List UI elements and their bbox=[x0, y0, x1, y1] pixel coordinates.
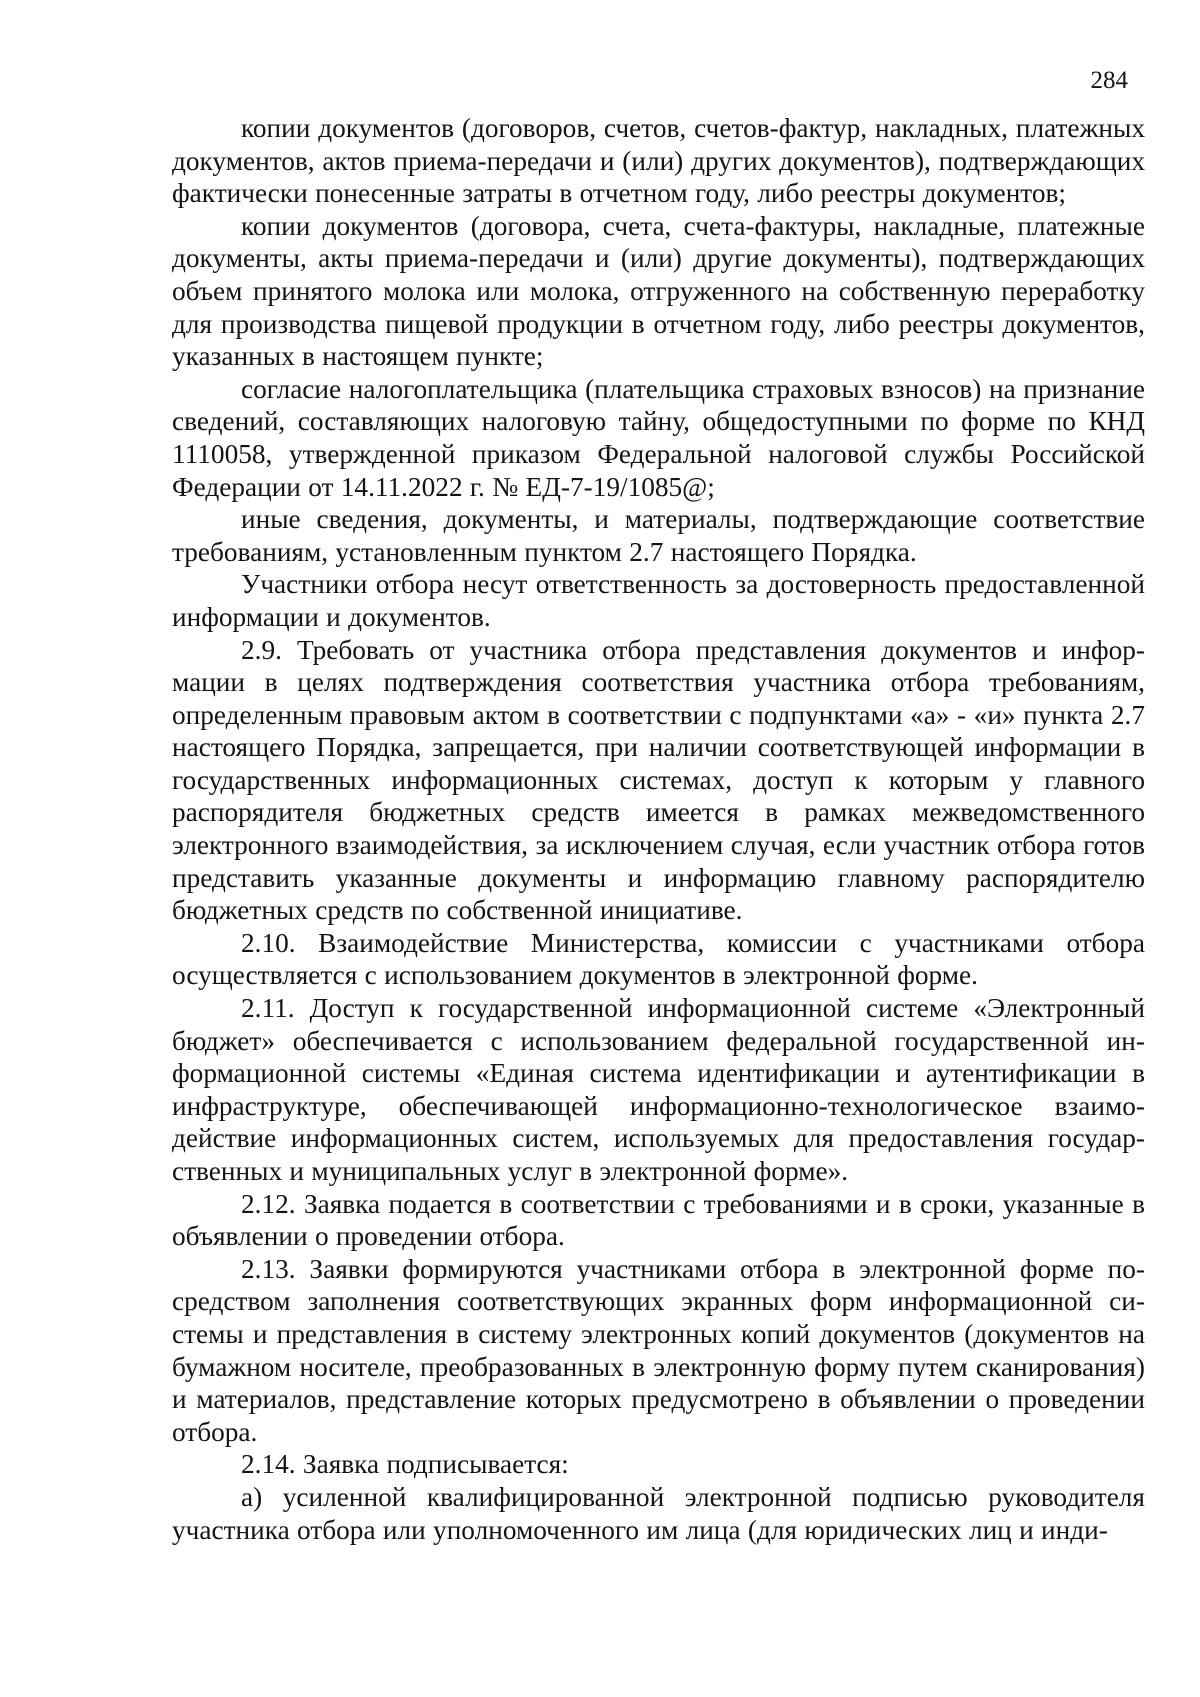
paragraph-tax-consent: согласие налогоплательщика (плательщика страховых взносов) на признание сведений, составляющих налоговую тайну, общедоступными по форме по КНД 1110058, утвержденной приказом Федеральной налоговой службы Российской Федерации от 14.11.2022 г. № ЕД-7-19/1085@; bbox=[172, 373, 1145, 502]
paragraph-2-14: 2.14. Заявка подписывается: bbox=[241, 1449, 569, 1480]
paragraph-other-documents: иные сведения, документы, и материалы, подтверждающие соответствие требованиям, установленным пунктом 2.7 настоящего Порядка. bbox=[172, 504, 1145, 567]
paragraph-2-10: 2.10. Взаимодействие Министерства, комиссии с участниками отбора осуществляется с использованием документов в электронной форме. bbox=[172, 927, 1145, 991]
paragraph-2-12: 2.12. Заявка подается в соответствии с требованиями и в сроки, указанные в объявлении о проведении отбора. bbox=[172, 1188, 1145, 1252]
page-number: 284 bbox=[1090, 67, 1128, 94]
paragraph-2-9: 2.9. Требовать от участника отбора представления документов и информации в целях подтверждения соответствия участника отбора требованиям, определенным правовым актом в соответствии с подпунктами «а» - «и» пункта 2.7 настоящего Порядка, запрещается, при наличии соответствующей информации в государственных информационных системах, доступ к которым у главного распорядителя бюджетных средств имеется в рамках межведомственного электронного взаимодействия, за исключением случая, если участник отбора готов представить указанные документы и информацию главному распорядителю бюджетных средств по собственной инициативе. bbox=[172, 634, 1145, 926]
paragraph-2-11: 2.11. Доступ к государственной информационной системе «Электронный бюджет» обеспечивается с использованием федеральной государственной информационной системы «Единая система идентификации и аутентификации в инфраструктуре, обеспечивающей информационно-технологическое взаимодействие информационных систем, используемых для предоставления государственных и муниципальных услуг в электронной форме». bbox=[172, 993, 1145, 1186]
paragraph-copies-milk: копии документов (договора, счета, счета-фактуры, накладные, платежные документы, акты приема-передачи и (или) другие документы), подтверждающих объем принятого молока или молока, отгруженного на собственную переработку для производства пищевой продукции в отчетном году, либо реестры документов, указанных в настоящем пункте; bbox=[172, 210, 1145, 372]
paragraph-2-13: 2.13. Заявки формируются участниками отбора в электронной форме посредством заполнения соответствующих экранных форм информационной системы и представления в систему электронных копий документов (документов на бумажном носителе, преобразованных в электронную форму путем сканирования) и материалов, представление которых предусмотрено в объявлении о проведении отбора. bbox=[172, 1253, 1145, 1447]
document-body bbox=[172, 112, 1145, 1546]
paragraph-2-14-a: а) усиленной квалифицированной электронной подписью руководителя участника отбора или уполномоченного им лица (для юридических лиц и инди- bbox=[172, 1481, 1145, 1545]
paragraph-responsibility: Участники отбора несут ответственность за достоверность предоставленной информации и документов. bbox=[172, 569, 1145, 632]
paragraph-copies-expenses: копии документов (договоров, счетов, счетов-фактур, накладных, платежных документов, актов приема-передачи и (или) других документов), подтверждающих фактически понесенные затраты в отчетном году, либо реестры документов; bbox=[172, 113, 1145, 209]
